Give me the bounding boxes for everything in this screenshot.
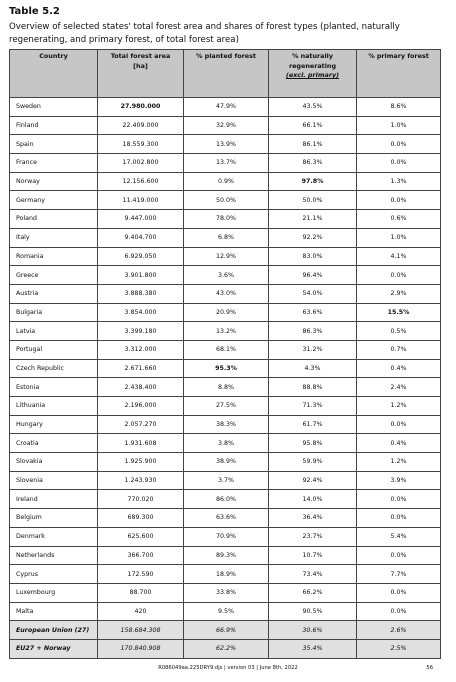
cell-total: 2.196.000 — [98, 397, 184, 416]
cell-natural: 63.6% — [269, 303, 357, 322]
cell-primary: 0.0% — [357, 602, 441, 621]
table-row — [10, 135, 441, 154]
cell-primary: 0.5% — [357, 322, 441, 341]
table-row — [10, 359, 441, 378]
cell-country: France — [10, 154, 98, 173]
header-planted: % planted forest — [184, 50, 269, 98]
table-row — [10, 284, 441, 303]
table-row — [10, 397, 441, 416]
cell-planted: 0.9% — [184, 172, 269, 191]
cell-planted: 70.9% — [184, 527, 269, 546]
table-row — [10, 172, 441, 191]
cell-country: European Union (27) — [10, 621, 98, 640]
cell-natural: 88.8% — [269, 378, 357, 397]
table-row — [10, 602, 441, 621]
cell-planted: 66.9% — [184, 621, 269, 640]
cell-natural: 66.2% — [269, 583, 357, 602]
cell-country: Spain — [10, 135, 98, 154]
cell-country: Croatia — [10, 434, 98, 453]
cell-total: 11.419.000 — [98, 191, 184, 210]
cell-planted: 13.9% — [184, 135, 269, 154]
cell-natural: 96.4% — [269, 266, 357, 285]
cell-country: Malta — [10, 602, 98, 621]
cell-country: Netherlands — [10, 546, 98, 565]
cell-natural: 95.8% — [269, 434, 357, 453]
cell-primary: 0.0% — [357, 583, 441, 602]
cell-country: Finland — [10, 116, 98, 135]
cell-primary: 2.4% — [357, 378, 441, 397]
cell-natural: 86.3% — [269, 322, 357, 341]
cell-country: Germany — [10, 191, 98, 210]
cell-country: Slovenia — [10, 471, 98, 490]
summary-row — [10, 621, 441, 640]
cell-primary: 0.0% — [357, 191, 441, 210]
cell-natural: 36.4% — [269, 509, 357, 528]
cell-natural: 10.7% — [269, 546, 357, 565]
cell-planted: 63.6% — [184, 509, 269, 528]
cell-total: 6.929.050 — [98, 247, 184, 266]
cell-total: 3.854.000 — [98, 303, 184, 322]
table-row — [10, 98, 441, 117]
cell-planted: 20.9% — [184, 303, 269, 322]
cell-country: Romania — [10, 247, 98, 266]
table-row — [10, 490, 441, 509]
table-row — [10, 415, 441, 434]
cell-total: 366.700 — [98, 546, 184, 565]
cell-primary: 0.0% — [357, 266, 441, 285]
cell-planted: 47.9% — [184, 98, 269, 117]
cell-total: 170.840.908 — [98, 639, 184, 658]
cell-total: 3.888.380 — [98, 284, 184, 303]
cell-planted: 9.5% — [184, 602, 269, 621]
table-row — [10, 434, 441, 453]
cell-total: 172.590 — [98, 565, 184, 584]
cell-country: EU27 + Norway — [10, 639, 98, 658]
table-row — [10, 509, 441, 528]
cell-country: Sweden — [10, 98, 98, 117]
cell-planted: 89.3% — [184, 546, 269, 565]
cell-total: 17.002.800 — [98, 154, 184, 173]
cell-primary: 1.2% — [357, 397, 441, 416]
cell-natural: 66.1% — [269, 116, 357, 135]
header-total-line2: [ha] — [133, 61, 148, 70]
cell-primary: 0.0% — [357, 135, 441, 154]
cell-total: 2.057.270 — [98, 415, 184, 434]
cell-country: Latvia — [10, 322, 98, 341]
table-row — [10, 191, 441, 210]
cell-country: Lithuania — [10, 397, 98, 416]
cell-total: 2.438.400 — [98, 378, 184, 397]
cell-country: Belgium — [10, 509, 98, 528]
cell-primary: 0.0% — [357, 154, 441, 173]
cell-primary: 0.7% — [357, 340, 441, 359]
cell-country: Portugal — [10, 340, 98, 359]
cell-planted: 86.0% — [184, 490, 269, 509]
cell-country: Norway — [10, 172, 98, 191]
cell-planted: 43.0% — [184, 284, 269, 303]
cell-primary: 2.9% — [357, 284, 441, 303]
cell-country: Czech Republic — [10, 359, 98, 378]
cell-country: Estonia — [10, 378, 98, 397]
cell-primary: 0.0% — [357, 509, 441, 528]
cell-country: Italy — [10, 228, 98, 247]
header-primary: % primary forest — [357, 50, 441, 98]
forest-table — [9, 49, 441, 659]
cell-country: Austria — [10, 284, 98, 303]
table-row — [10, 565, 441, 584]
cell-total: 22.409.000 — [98, 116, 184, 135]
table-row — [10, 210, 441, 229]
cell-total: 18.559.300 — [98, 135, 184, 154]
cell-total: 3.312.000 — [98, 340, 184, 359]
cell-country: Poland — [10, 210, 98, 229]
cell-planted: 3.6% — [184, 266, 269, 285]
cell-total: 1.925.900 — [98, 453, 184, 472]
cell-natural: 23.7% — [269, 527, 357, 546]
cell-natural: 21.1% — [269, 210, 357, 229]
header-total-line1: Total forest area — [110, 52, 171, 60]
header-country: Country — [10, 50, 98, 98]
cell-country: Denmark — [10, 527, 98, 546]
cell-primary: 0.0% — [357, 546, 441, 565]
cell-country: Greece — [10, 266, 98, 285]
table-row — [10, 453, 441, 472]
cell-natural: 30.6% — [269, 621, 357, 640]
cell-total: 1.931.608 — [98, 434, 184, 453]
header-row — [10, 50, 441, 98]
cell-primary: 0.4% — [357, 359, 441, 378]
cell-natural: 73.4% — [269, 565, 357, 584]
cell-planted: 12.9% — [184, 247, 269, 266]
table-row — [10, 527, 441, 546]
cell-planted: 62.2% — [184, 639, 269, 658]
table-label: Table 5.2 — [9, 6, 60, 17]
cell-primary: 4.1% — [357, 247, 441, 266]
cell-natural: 50.0% — [269, 191, 357, 210]
cell-planted: 3.8% — [184, 434, 269, 453]
cell-primary: 1.0% — [357, 228, 441, 247]
cell-primary: 0.0% — [357, 490, 441, 509]
footer-text: R086049aa.225DRY9.djs | version 03 | June 8th, 2022 — [158, 665, 298, 671]
cell-planted: 6.8% — [184, 228, 269, 247]
table-row — [10, 583, 441, 602]
cell-planted: 32.9% — [184, 116, 269, 135]
cell-total: 9.404.700 — [98, 228, 184, 247]
cell-total: 12.156.600 — [98, 172, 184, 191]
cell-country: Hungary — [10, 415, 98, 434]
cell-primary: 1.3% — [357, 172, 441, 191]
cell-total: 88.700 — [98, 583, 184, 602]
cell-natural: 71.3% — [269, 397, 357, 416]
cell-primary: 8.6% — [357, 98, 441, 117]
cell-primary: 0.4% — [357, 434, 441, 453]
cell-natural: 97.8% — [269, 172, 357, 191]
cell-planted: 38.3% — [184, 415, 269, 434]
header-natural — [269, 50, 357, 98]
header-natural-line1: % naturally — [291, 52, 334, 60]
table-row — [10, 116, 441, 135]
header-total-area — [98, 50, 184, 98]
table-caption: Overview of selected states' total forest area and shares of forest types (planted, naturally regenerating, and primary forest, of total forest area) — [9, 22, 400, 45]
cell-planted: 13.2% — [184, 322, 269, 341]
cell-primary: 7.7% — [357, 565, 441, 584]
cell-country: Bulgaria — [10, 303, 98, 322]
cell-primary: 0.6% — [357, 210, 441, 229]
table-row — [10, 303, 441, 322]
cell-natural: 92.4% — [269, 471, 357, 490]
cell-total: 2.671.660 — [98, 359, 184, 378]
cell-country: Cyprus — [10, 565, 98, 584]
cell-planted: 13.7% — [184, 154, 269, 173]
table-row — [10, 322, 441, 341]
cell-natural: 14.0% — [269, 490, 357, 509]
cell-planted: 3.7% — [184, 471, 269, 490]
cell-primary: 2.5% — [357, 639, 441, 658]
table-row — [10, 247, 441, 266]
cell-primary: 0.0% — [357, 415, 441, 434]
cell-primary: 15.5% — [357, 303, 441, 322]
cell-total: 625.600 — [98, 527, 184, 546]
cell-country: Slovakia — [10, 453, 98, 472]
cell-total: 9.447.000 — [98, 210, 184, 229]
cell-planted: 8.8% — [184, 378, 269, 397]
cell-total: 770.020 — [98, 490, 184, 509]
table-row — [10, 340, 441, 359]
page-number: 56 — [426, 665, 433, 671]
cell-total: 27.980.000 — [98, 98, 184, 117]
cell-planted: 78.0% — [184, 210, 269, 229]
cell-natural: 4.3% — [269, 359, 357, 378]
table-row — [10, 228, 441, 247]
cell-planted: 27.5% — [184, 397, 269, 416]
cell-natural: 43.5% — [269, 98, 357, 117]
table-row — [10, 546, 441, 565]
header-natural-line2: regenerating — [288, 61, 337, 70]
cell-primary: 3.9% — [357, 471, 441, 490]
cell-planted: 68.1% — [184, 340, 269, 359]
cell-total: 420 — [98, 602, 184, 621]
table-row — [10, 471, 441, 490]
cell-natural: 83.0% — [269, 247, 357, 266]
cell-natural: 92.2% — [269, 228, 357, 247]
cell-total: 3.901.800 — [98, 266, 184, 285]
cell-primary: 5.4% — [357, 527, 441, 546]
cell-country: Luxembourg — [10, 583, 98, 602]
cell-natural: 61.7% — [269, 415, 357, 434]
cell-planted: 38.9% — [184, 453, 269, 472]
cell-natural: 90.5% — [269, 602, 357, 621]
cell-natural: 59.9% — [269, 453, 357, 472]
cell-primary: 2.6% — [357, 621, 441, 640]
summary-row — [10, 639, 441, 658]
cell-primary: 1.0% — [357, 116, 441, 135]
cell-natural: 86.3% — [269, 154, 357, 173]
table-row — [10, 378, 441, 397]
cell-total: 158.684.308 — [98, 621, 184, 640]
table-row — [10, 266, 441, 285]
cell-natural: 35.4% — [269, 639, 357, 658]
cell-planted: 18.9% — [184, 565, 269, 584]
cell-country: Ireland — [10, 490, 98, 509]
cell-total: 689.300 — [98, 509, 184, 528]
cell-natural: 54.0% — [269, 284, 357, 303]
cell-planted: 95.3% — [184, 359, 269, 378]
cell-planted: 50.0% — [184, 191, 269, 210]
header-natural-line3: (excl. primary) — [285, 71, 340, 79]
cell-total: 1.243.930 — [98, 471, 184, 490]
table-row — [10, 154, 441, 173]
cell-planted: 33.8% — [184, 583, 269, 602]
cell-total: 3.399.180 — [98, 322, 184, 341]
cell-natural: 31.2% — [269, 340, 357, 359]
cell-primary: 1.2% — [357, 453, 441, 472]
cell-natural: 86.1% — [269, 135, 357, 154]
